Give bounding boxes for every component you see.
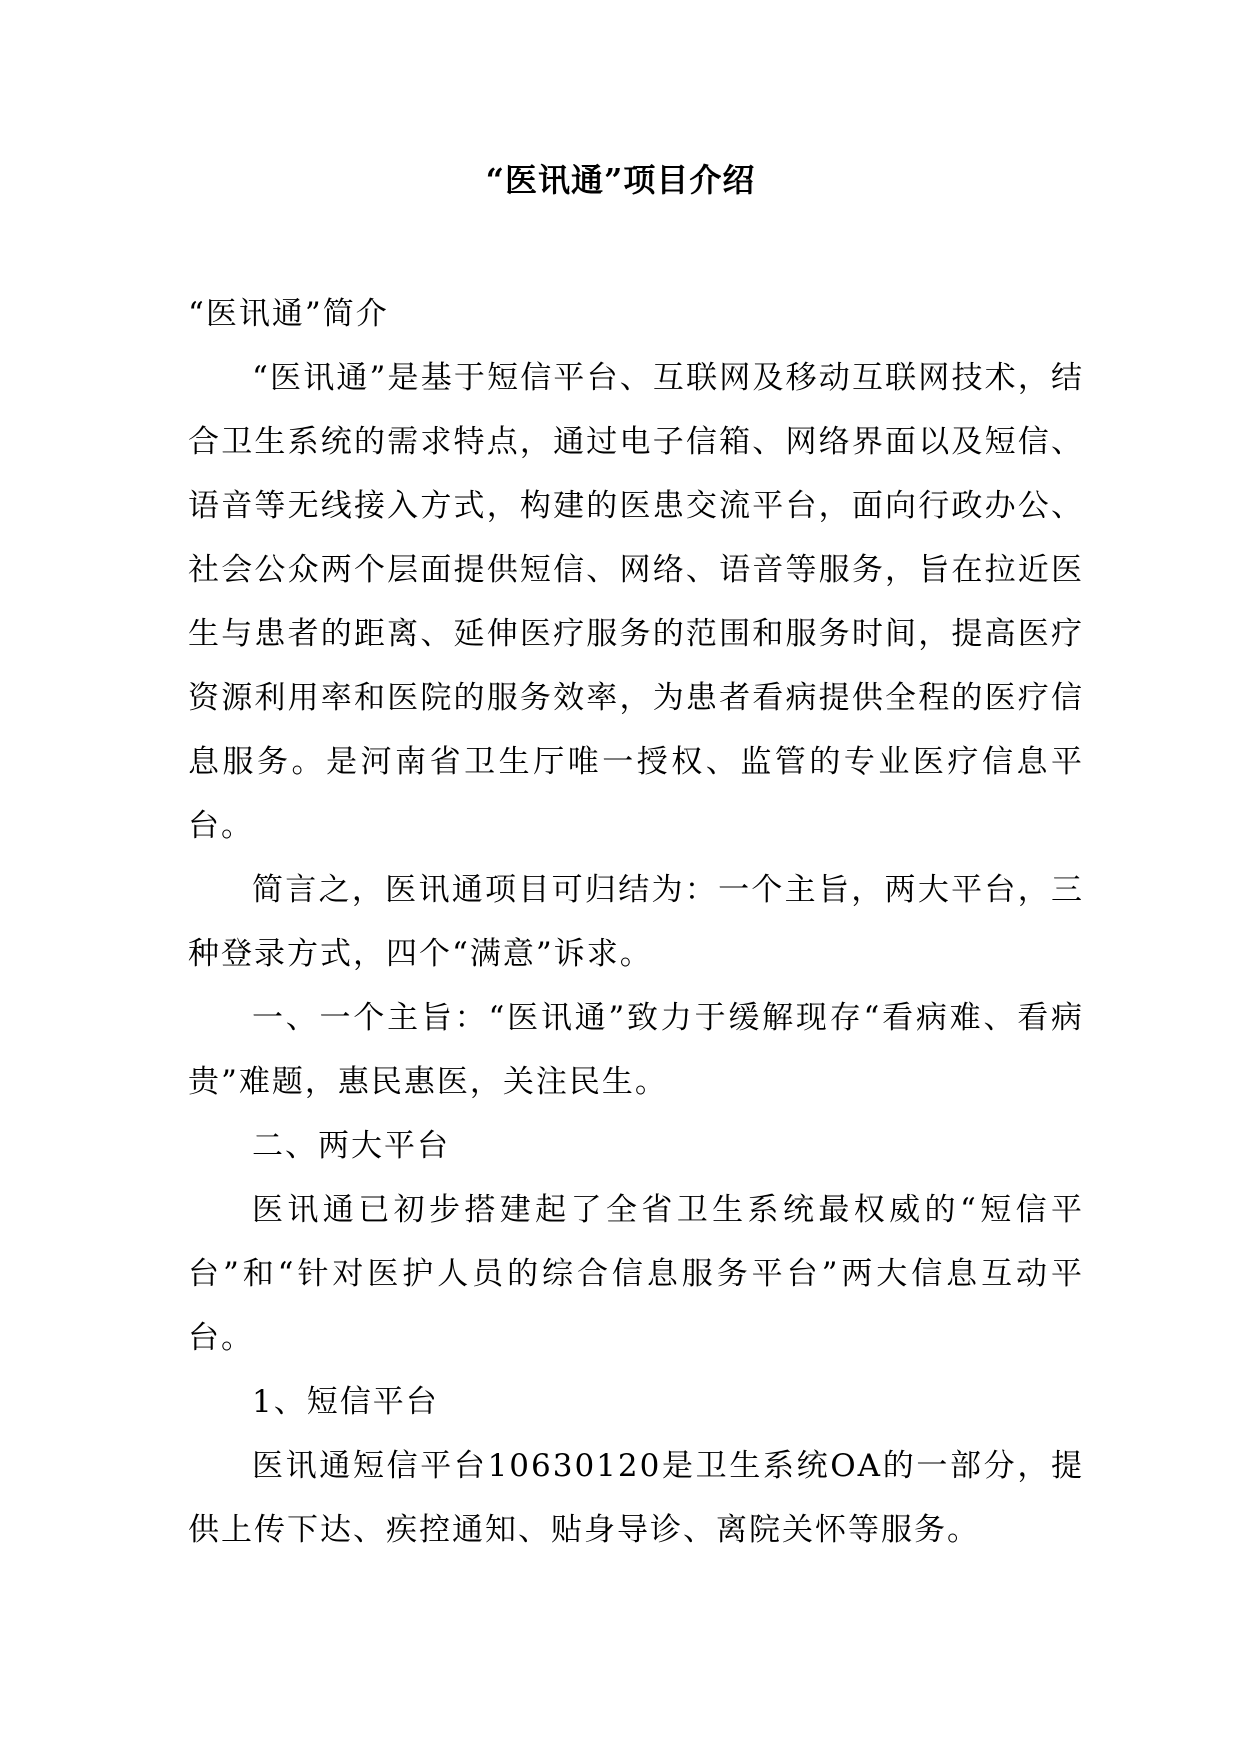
purpose-paragraph: 一、一个主旨：“医讯通”致力于缓解现存“看病难、看病贵”难题，惠民惠医，关注民生。 [188, 1000, 1084, 1100]
document-title: “医讯通”项目介绍 [485, 161, 756, 199]
sms-platform-paragraph: 医讯通短信平台10630120是卫生系统OA的一部分，提供上传下达、疾控通知、贴身导诊、离院关怀等服务。 [188, 1448, 1084, 1548]
sms-platform-heading: 1、短信平台 [252, 1384, 439, 1420]
document-body [188, 282, 1084, 1562]
platforms-heading: 二、两大平台 [252, 1128, 450, 1164]
summary-paragraph: 简言之，医讯通项目可归结为：一个主旨，两大平台，三种登录方式，四个“满意”诉求。 [188, 872, 1084, 972]
intro-paragraph: “医讯通”是基于短信平台、互联网及移动互联网技术，结合卫生系统的需求特点，通过电子信箱、网络界面以及短信、语音等无线接入方式，构建的医患交流平台，面向行政办公、社会公众两个层面提供短信、网络、语音等服务，旨在拉近医生与患者的距离、延伸医疗服务的范围和服务时间，提高医疗资源利用率和医院的服务效率，为患者看病提供全程的医疗信息服务。是河南省卫生厅唯一授权、监管的专业医疗信息平台。 [188, 360, 1084, 844]
section-heading: “医讯通”简介 [188, 296, 389, 332]
platforms-paragraph: 医讯通已初步搭建起了全省卫生系统最权威的“短信平台”和“针对医护人员的综合信息服务平台”两大信息互动平台。 [188, 1192, 1084, 1356]
